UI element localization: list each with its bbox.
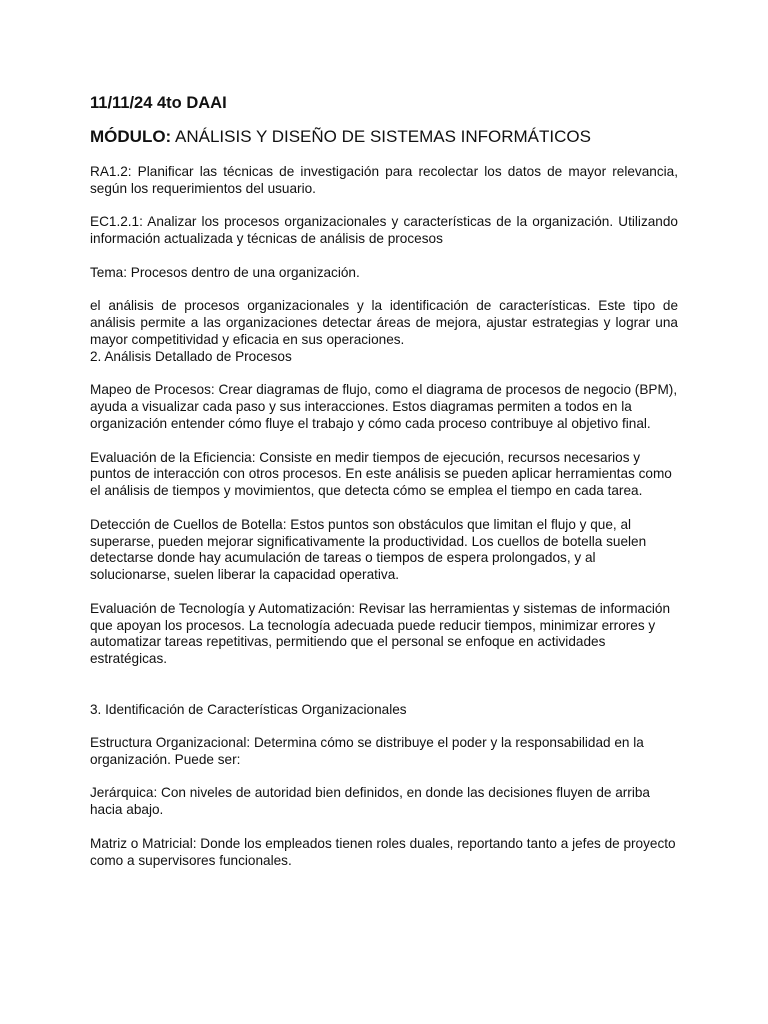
document-page [90, 90, 678, 869]
estructura-paragraph: Estructura Organizacional: Determina cómo se distribuye el poder y la responsabilidad en la organización. Puede ser: [90, 735, 644, 767]
mapeo-paragraph: Mapeo de Procesos: Crear diagramas de flujo, como el diagrama de procesos de negocio (BPM), ayuda a visualizar cada paso y sus interacciones. Estos diagramas permiten a todos en la organización entender cómo fluye el trabajo y cómo cada proceso contribuye al objetivo final. [90, 382, 678, 431]
section3-title: 3. Identificación de Características Organizacionales [90, 701, 407, 717]
date-heading: 11/11/24 4to DAAI [90, 94, 227, 112]
eficiencia-paragraph: Evaluación de la Eficiencia: Consiste en medir tiempos de ejecución, recursos necesarios y puntos de interacción con otros procesos. En este análisis se pueden aplicar herramientas como el análisis de tiempos y movimientos, que detecta cómo se emplea el tiempo en cada tarea. [90, 449, 672, 499]
intro-paragraph: el análisis de procesos organizacionales y la identificación de características. Este tipo de análisis permite a las organizaciones detectar áreas de mejora, ajustar estrategias y lograr una mayor competitividad y eficacia en sus operaciones. [90, 298, 678, 347]
tema-paragraph: Tema: Procesos dentro de una organización. [90, 264, 360, 280]
module-heading [90, 124, 678, 150]
module-name: ANÁLISIS Y DISEÑO DE SISTEMAS INFORMÁTICOS [171, 127, 591, 146]
tecnologia-paragraph: Evaluación de Tecnología y Automatización: Revisar las herramientas y sistemas de información que apoyan los procesos. La tecnología adecuada puede reducir tiempos, minimizar errores y automatizar tareas repetitivas, permitiendo que el personal se enfoque en actividades estratégicas. [90, 600, 671, 667]
cuellos-paragraph: Detección de Cuellos de Botella: Estos puntos son obstáculos que limitan el flujo y que, al superarse, pueden mejorar significativamente la productividad. Los cuellos de botella suelen detectarse donde hay acumulación de tareas o tiempos de espera prolongados, y al solucionarse, suelen liberar la capacidad operativa. [90, 516, 647, 583]
module-label: MÓDULO: [90, 127, 172, 146]
ra-paragraph: RA1.2: Planificar las técnicas de investigación para recolectar los datos de mayor relevancia, según los requerimientos del usuario. [90, 164, 678, 196]
matriz-paragraph: Matriz o Matricial: Donde los empleados tienen roles duales, reportando tanto a jefes de proyecto como a supervisores funcionales. [90, 835, 676, 868]
jerarquica-paragraph: Jerárquica: Con niveles de autoridad bien definidos, en donde las decisiones fluyen de arriba hacia abajo. [90, 785, 650, 818]
section2-title: 2. Análisis Detallado de Procesos [90, 348, 292, 364]
ec-paragraph: EC1.2.1: Analizar los procesos organizacionales y características de la organización. Utilizando información actualizada y técnicas de análisis de procesos [90, 214, 678, 247]
